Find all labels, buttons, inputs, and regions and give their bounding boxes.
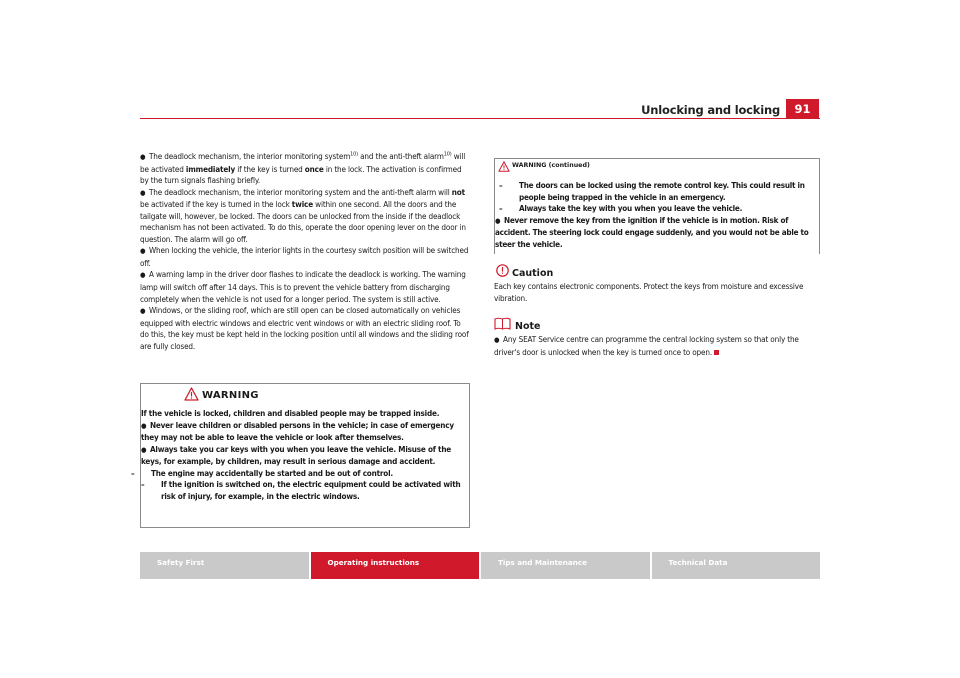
bold-term: once bbox=[304, 163, 324, 174]
text-span: will be activated bbox=[140, 151, 466, 174]
warning-continued-box bbox=[494, 158, 820, 254]
paragraph-windows bbox=[140, 305, 470, 352]
warning-dash-item bbox=[131, 467, 469, 480]
text-span: if the key is turned bbox=[235, 163, 305, 174]
tab-technical-data[interactable]: Technical Data bbox=[652, 552, 821, 579]
bold-term: not bbox=[451, 186, 465, 197]
dash-icon: – bbox=[499, 203, 503, 214]
text-span: Always take the key with you when you leave the vehicle. bbox=[519, 203, 743, 214]
bullet-icon: ● bbox=[140, 271, 146, 280]
footer-nav bbox=[140, 552, 820, 579]
caution-text: Each key contains electronic components. Protect the keys from moisture and excessive vibration. bbox=[494, 281, 804, 303]
text-span: A warning lamp in the driver door flashes to indicate the deadlock is working. The warning lamp will switch off after 14 days. This is to prevent the vehicle battery from discharging completely when the vehicle is not used for a longer period. The system is still active. bbox=[140, 269, 466, 304]
warning-box bbox=[131, 383, 470, 528]
note-text bbox=[494, 334, 820, 358]
dash-icon: – bbox=[131, 467, 135, 478]
bold-term: immediately bbox=[185, 163, 236, 174]
left-column bbox=[140, 151, 470, 352]
text-span: Never remove the key from the ignition if the vehicle is in motion. Risk of accident. The steering lock could engage suddenly, and you would not be able to steer the vehicle. bbox=[495, 214, 809, 249]
warning-intro: If the vehicle is locked, children and disabled people may be trapped inside. bbox=[141, 408, 440, 418]
bold-term: twice bbox=[291, 199, 314, 210]
text-span: The deadlock mechanism, the interior monitoring system bbox=[149, 151, 351, 161]
footnote-ref: 10) bbox=[443, 151, 452, 158]
text-span: The deadlock mechanism, the interior monitoring system and the anti-theft alarm will bbox=[149, 186, 452, 197]
paragraph-deadlock-once bbox=[140, 151, 470, 187]
warning-continued-title: WARNING (continued) bbox=[512, 162, 590, 169]
note-title: Note bbox=[515, 321, 541, 332]
tab-safety-first[interactable]: Safety First bbox=[140, 552, 309, 579]
text-span: Windows, or the sliding roof, which are still open can be closed automatically on vehicles equipped with electric windows and electric vent windows or with an electric sliding roof. To do this, the key must be kept held in the locking position until all windows and the sliding roof are fully closed. bbox=[140, 305, 469, 351]
tab-operating-instructions[interactable]: Operating instructions bbox=[311, 552, 480, 579]
bullet-icon: ● bbox=[141, 445, 147, 454]
warning-dash-item bbox=[495, 203, 819, 215]
caution-icon bbox=[496, 264, 509, 277]
header-rule bbox=[140, 118, 820, 119]
paragraph-interior-lights bbox=[140, 245, 470, 269]
text-span: and the anti-theft alarm bbox=[357, 151, 444, 161]
warning-bullet bbox=[141, 444, 469, 468]
paragraph-deadlock-twice bbox=[140, 187, 470, 246]
dash-icon: – bbox=[499, 180, 503, 190]
text-span: be activated if the key is turned in the lock bbox=[140, 199, 292, 210]
bullet-icon: ● bbox=[140, 188, 146, 197]
dash-icon: – bbox=[141, 479, 145, 490]
end-of-section-icon bbox=[714, 350, 719, 355]
warning-title: WARNING bbox=[202, 390, 259, 401]
bullet-icon: ● bbox=[140, 307, 146, 316]
warning-bullet bbox=[141, 420, 469, 444]
text-span: The engine may accidentally be started and be out of control. bbox=[151, 467, 393, 478]
warning-triangle-icon bbox=[184, 387, 199, 401]
bullet-icon: ● bbox=[141, 421, 147, 430]
warning-dash-item bbox=[141, 479, 469, 502]
caution-title: Caution bbox=[512, 268, 554, 279]
warning-dash-item bbox=[495, 180, 819, 203]
text-span: within one second. All the doors and the tailgate will, however, be locked. The doors can be unlocked from the inside if the deadlock mechanism has not been activated. To do this, operate the door opening lever on the door in question. The alarm will go off. bbox=[140, 199, 466, 244]
tab-tips-and-maintenance[interactable]: Tips and Maintenance bbox=[481, 552, 650, 579]
page-number: 91 bbox=[786, 99, 819, 119]
text-span: The doors can be locked using the remote control key. This could result in people being trapped in the vehicle in an emergency. bbox=[519, 180, 805, 202]
bullet-icon: ● bbox=[494, 336, 500, 344]
text-span: Never leave children or disabled persons in the vehicle; in case of emergency they may not be able to leave the vehicle or look after themselves. bbox=[141, 419, 454, 443]
bullet-icon: ● bbox=[495, 216, 501, 225]
header-title: Unlocking and locking bbox=[641, 103, 780, 117]
text-span: If the ignition is switched on, the electric equipment could be activated with risk of injury, for example, in the electric windows. bbox=[161, 479, 461, 501]
note-icon bbox=[494, 317, 511, 330]
text-span: in the lock. The activation is confirmed by the turn signals flashing briefly. bbox=[140, 163, 462, 186]
warning-triangle-icon bbox=[498, 161, 510, 172]
warning-body bbox=[131, 408, 469, 502]
paragraph-warning-lamp bbox=[140, 269, 470, 305]
text-span: Always take you car keys with you when you leave the vehicle. Misuse of the keys, for example, by children, may result in serious damage and accident. bbox=[141, 443, 452, 467]
text-span: When locking the vehicle, the interior lights in the courtesy switch position will be switched off. bbox=[140, 245, 469, 268]
warning-bullet bbox=[495, 215, 819, 251]
bullet-icon: ● bbox=[140, 247, 146, 256]
text-span: Any SEAT Service centre can programme the central locking system so that only the driver's door is unlocked when the key is turned once to open. bbox=[494, 334, 799, 357]
warning-continued-body bbox=[495, 180, 819, 250]
footnote-ref: 10) bbox=[350, 151, 358, 158]
bullet-icon: ● bbox=[140, 153, 146, 161]
